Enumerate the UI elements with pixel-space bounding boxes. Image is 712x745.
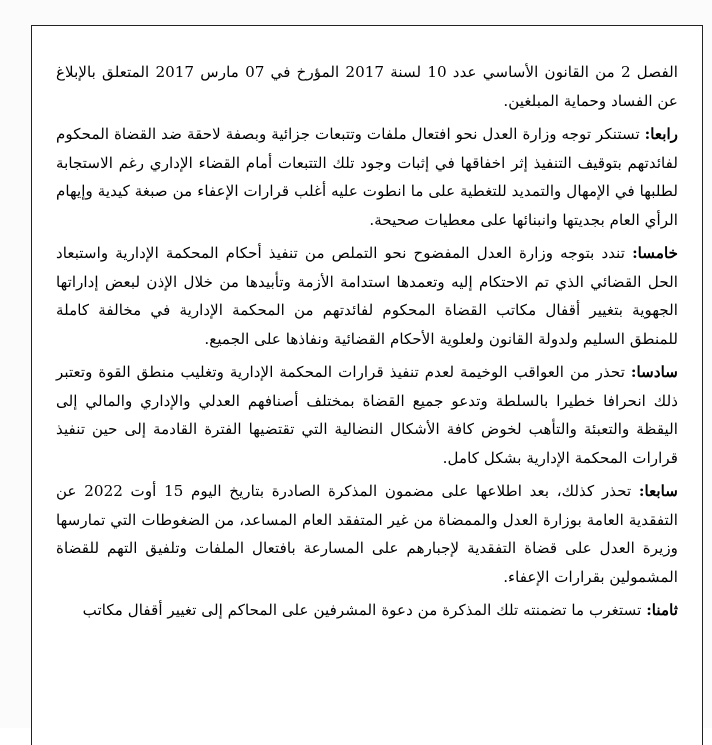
paragraph-lead: ثامنا:	[646, 601, 678, 619]
paragraph-fifth	[56, 239, 678, 353]
paragraph-text: الفصل 2 من القانون الأساسي عدد 10 لسنة 2017 المؤرخ في 07 مارس 2017 المتعلق بالإبلاغ عن الفساد وحماية المبلغين.	[56, 63, 679, 110]
paragraph-continuation	[56, 58, 678, 115]
paragraph-text: تستنكر توجه وزارة العدل نحو افتعال ملفات وتتبعات جزائية وبصفة لاحقة ضد القضاة المحكوم لفائدتهم بتوقيف التنفيذ إثر اخفاقها في إثبات وجود تلك التتبعات أمام القضاء الإداري رغم الاستجابة لطلبها في الإمهال والتمديد للتغطية على ما انطوت عليه أغلب قرارات الإعفاء من صبغة كيدية وإيهام الرأي العام بجديتها وانبنائها على معطيات صحيحة.	[56, 125, 678, 229]
paragraph-text: تحذر من العواقب الوخيمة لعدم تنفيذ قرارات المحكمة الإدارية وتغليب منطق القوة وتعتبر ذلك انحرافا خطيرا بالسلطة وتدعو جميع القضاة بمختلف أصنافهم العدلي والإداري والمالي إلى اليقظة والتعبئة والتأهب لخوض كافة الأشكال النضالية التي تقتضيها الفترة القادمة إلى حين تنفيذ قرارات المحكمة الإدارية بشكل كامل.	[56, 363, 678, 467]
paragraph-text: تحذر كذلك، بعد اطلاعها على مضمون المذكرة الصادرة بتاريخ اليوم 15 أوت 2022 عن التفقدية العامة بوزارة العدل والممضاة من غير المتفقد العام المساعد، من الضغوطات التي تمارسها وزيرة العدل على قضاة التفقدية لإجبارهم على المسارعة بافتعال الملفات وتلفيق التهم للقضاة المشمولين بقرارات الإعفاء.	[56, 482, 678, 586]
paragraph-lead: رابعا:	[644, 125, 678, 143]
paragraph-eighth	[56, 596, 678, 625]
paragraph-fourth	[56, 120, 678, 234]
paragraph-seventh	[56, 477, 678, 591]
paragraph-text: تندد بتوجه وزارة العدل المفضوح نحو التملص من تنفيذ أحكام المحكمة الإدارية واستبعاد الحل القضائي الذي تم الاحتكام إليه وتعمدها استدامة الأزمة وتأبيدها من خلال الإذن لبعض إداراتها الجهوية بتغيير أقفال مكاتب القضاة المحكوم لفائدتهم من المحكمة الإدارية في مخالفة كاملة للمنطق السليم ولدولة القانون ولعلوية الأحكام القضائية ونفاذها على الجميع.	[56, 244, 678, 348]
paragraph-text: تستغرب ما تضمنته تلك المذكرة من دعوة المشرفين على المحاكم إلى تغيير أقفال مكاتب	[82, 601, 647, 619]
paragraph-lead: سادسا:	[630, 363, 678, 381]
paragraph-lead: سابعا:	[638, 482, 678, 500]
document-body	[56, 58, 678, 625]
paragraph-lead: خامسا:	[632, 244, 678, 262]
paragraph-sixth	[56, 358, 678, 472]
